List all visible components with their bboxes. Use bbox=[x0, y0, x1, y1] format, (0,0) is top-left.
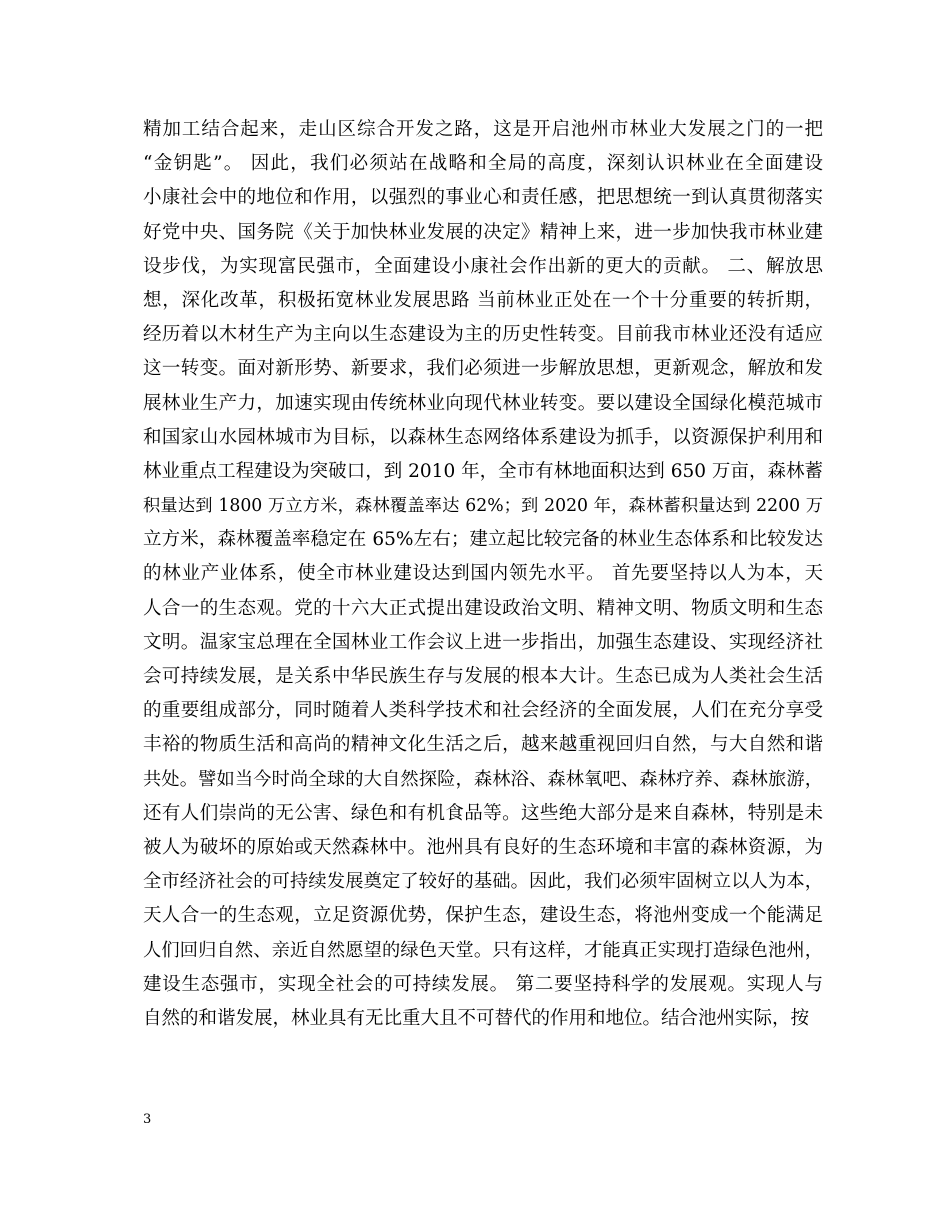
body-text bbox=[143, 113, 823, 1036]
text-line: 建设生态强市，实现全社会的可持续发展。 第二要坚持科学的发展观。实现人与 bbox=[143, 973, 823, 995]
text-line: 的林业产业体系，使全市林业建设达到国内领先水平。 首先要坚持以人为本，天 bbox=[143, 563, 823, 585]
text-line: 想，深化改革，积极拓宽林业发展思路 当前林业正处在一个十分重要的转折期， bbox=[143, 289, 823, 311]
text-line: 文明。温家宝总理在全国林业工作会议上进一步指出，加强生态建设、实现经济社 bbox=[143, 631, 823, 653]
text-line: 丰裕的物质生活和高尚的精神文化生活之后，越来越重视回归自然，与大自然和谐 bbox=[143, 734, 823, 756]
text-line: 积量达到 1800 万立方米，森林覆盖率达 62%；到 2020 年，森林蓄积量达到 2200 万 bbox=[143, 496, 823, 517]
text-line: 精加工结合起来，走山区综合开发之路，这是开启池州市林业大发展之门的一把 bbox=[143, 119, 823, 140]
page-number: 3 bbox=[143, 1112, 152, 1127]
text-line: 自然的和谐发展，林业具有无比重大且不可替代的作用和地位。结合池州实际，按 bbox=[143, 1007, 810, 1029]
text-line: 和国家山水园林城市为目标，以森林生态网络体系建设为抓手，以资源保护利用和 bbox=[143, 426, 823, 448]
text-line: 这一转变。面对新形势、新要求，我们必须进一步解放思想，更新观念，解放和发 bbox=[143, 358, 823, 380]
text-line: 天人合一的生态观，立足资源优势，保护生态，建设生态，将池州变成一个能满足 bbox=[143, 905, 823, 927]
text-line: 好党中央、国务院《关于加快林业发展的决定》精神上来，进一步加快我市林业建 bbox=[143, 221, 823, 243]
text-line: 展林业生产力，加速实现由传统林业向现代林业转变。要以建设全国绿化模范城市 bbox=[143, 392, 823, 414]
text-line: 被人为破坏的原始或天然森林中。池州具有良好的生态环境和丰富的森林资源，为 bbox=[143, 836, 823, 858]
text-line: 的重要组成部分，同时随着人类科学技术和社会经济的全面发展，人们在充分享受 bbox=[143, 700, 823, 722]
text-line: 小康社会中的地位和作用，以强烈的事业心和责任感，把思想统一到认真贯彻落实 bbox=[143, 187, 823, 209]
text-line: 共处。譬如当今时尚全球的大自然探险，森林浴、森林氧吧、森林疗养、森林旅游， bbox=[143, 768, 823, 790]
text-line: 全市经济社会的可持续发展奠定了较好的基础。因此，我们必须牢固树立以人为本， bbox=[143, 871, 823, 893]
text-line: 设步伐，为实现富民强市，全面建设小康社会作出新的更大的贡献。 二、解放思 bbox=[143, 255, 823, 277]
text-line: 林业重点工程建设为突破口，到 2010 年，全市有林地面积达到 650 万亩，森林蓄 bbox=[143, 460, 823, 482]
text-line: “金钥匙”。 因此，我们必须站在战略和全局的高度，深刻认识林业在全面建设 bbox=[143, 153, 823, 175]
text-line: 立方米，森林覆盖率稳定在 65%左右；建立起比较完备的林业生态体系和比较发达 bbox=[143, 529, 823, 551]
text-line: 人合一的生态观。党的十六大正式提出建设政治文明、精神文明、物质文明和生态 bbox=[143, 597, 823, 619]
text-line: 经历着以木材生产为主向以生态建设为主的历史性转变。目前我市林业还没有适应 bbox=[143, 324, 823, 346]
text-line: 还有人们崇尚的无公害、绿色和有机食品等。这些绝大部分是来自森林，特别是未 bbox=[143, 802, 823, 824]
text-line: 人们回归自然、亲近自然愿望的绿色天堂。只有这样，才能真正实现打造绿色池州， bbox=[143, 939, 823, 961]
text-line: 会可持续发展，是关系中华民族生存与发展的根本大计。生态已成为人类社会生活 bbox=[143, 666, 823, 687]
